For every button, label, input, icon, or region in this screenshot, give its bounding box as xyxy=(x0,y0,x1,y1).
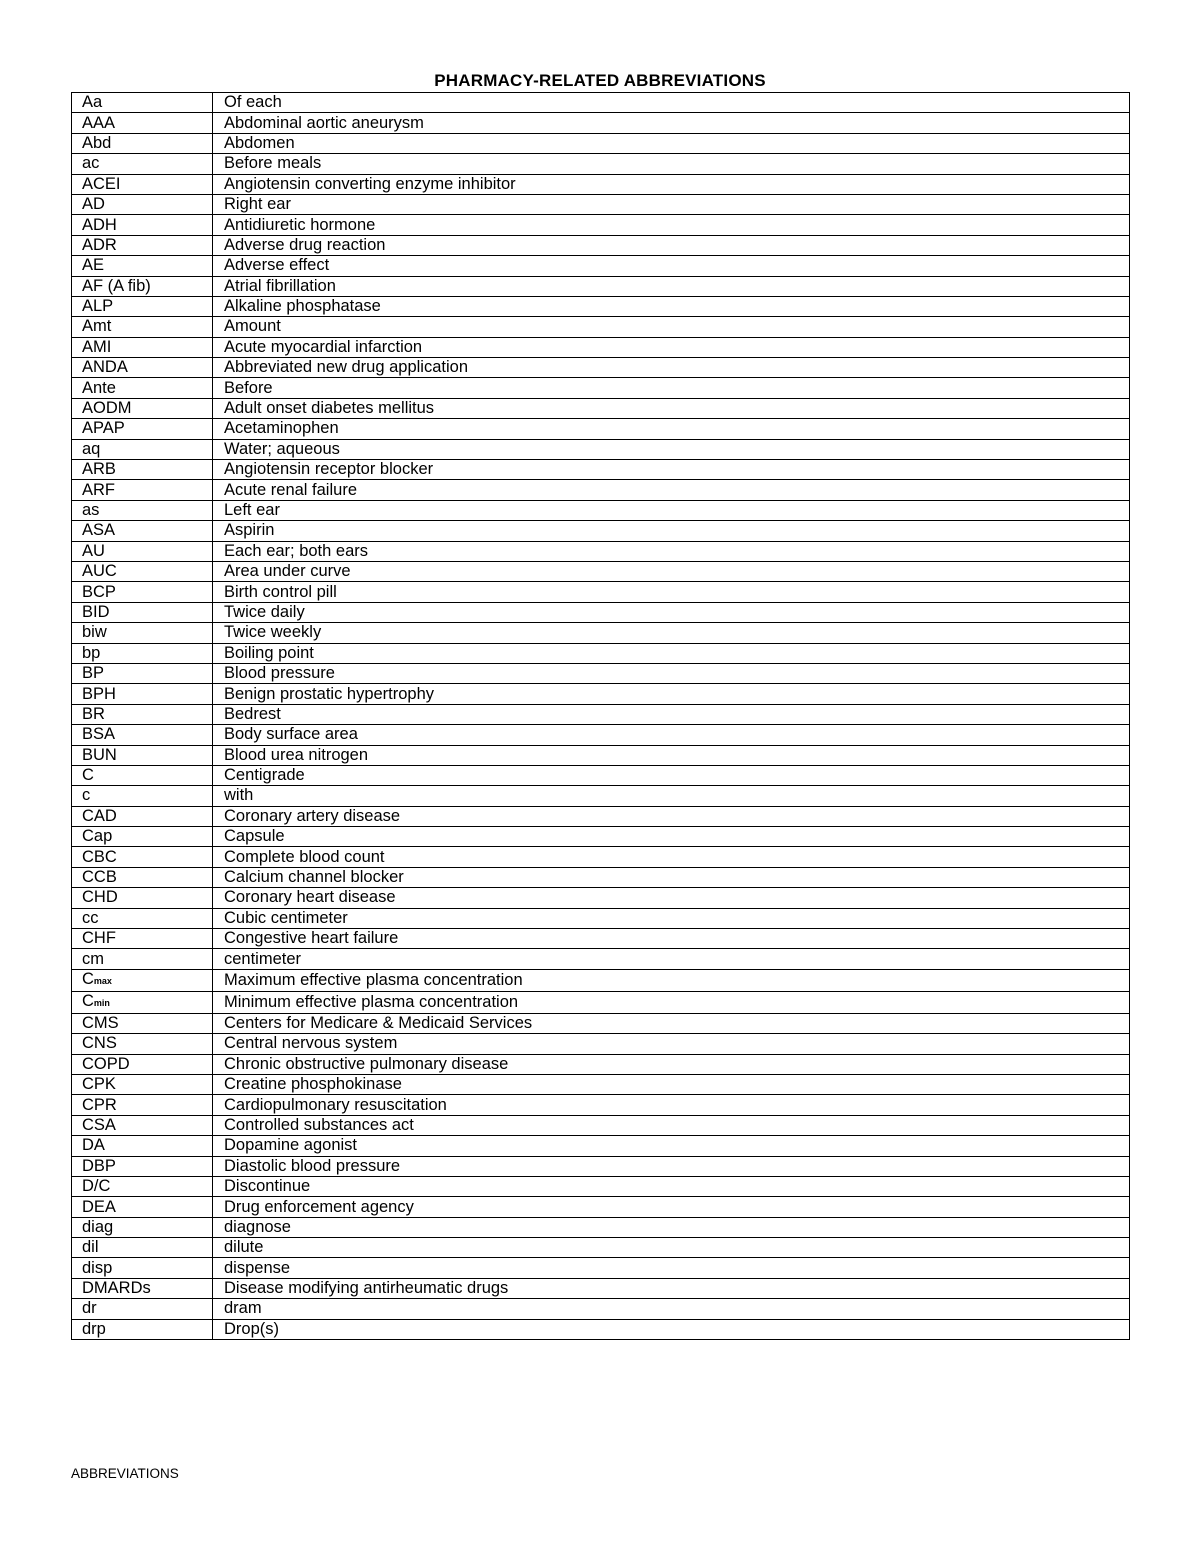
meaning-cell: Dopamine agonist xyxy=(213,1136,1130,1156)
abbreviation-cell xyxy=(72,398,213,418)
abbreviation-cell xyxy=(72,561,213,581)
abbreviation-text: AODM xyxy=(82,399,132,418)
abbreviations-table xyxy=(71,92,1130,1340)
meaning-cell: Before meals xyxy=(213,154,1130,174)
abbreviation-cell xyxy=(72,337,213,357)
abbreviation-cell xyxy=(72,93,213,113)
meaning-cell: Angiotensin converting enzyme inhibitor xyxy=(213,174,1130,194)
abbreviation-text: CBC xyxy=(82,847,117,866)
meaning-cell: dispense xyxy=(213,1258,1130,1278)
abbreviation-cell xyxy=(72,1299,213,1319)
abbreviation-cell xyxy=(72,765,213,785)
abbreviation-text: ADH xyxy=(82,215,117,234)
page-title: PHARMACY-RELATED ABBREVIATIONS xyxy=(434,71,766,90)
abbreviation-cell xyxy=(72,500,213,520)
table-row xyxy=(72,867,1130,887)
meaning-cell: Abbreviated new drug application xyxy=(213,358,1130,378)
abbreviation-text: CHF xyxy=(82,929,116,948)
abbreviation-text: BID xyxy=(82,602,110,621)
abbreviation-text: BUN xyxy=(82,745,117,764)
abbreviation-cell xyxy=(72,1013,213,1033)
abbreviation-cell xyxy=(72,806,213,826)
abbreviation-text: Cap xyxy=(82,827,113,846)
table-row xyxy=(72,358,1130,378)
table-row xyxy=(72,991,1130,1013)
table-row xyxy=(72,949,1130,969)
abbreviation-text: ACEI xyxy=(82,174,121,193)
abbreviation-cell xyxy=(72,663,213,683)
abbreviation-text: C xyxy=(82,969,94,988)
meaning-cell: Centers for Medicare & Medicaid Services xyxy=(213,1013,1130,1033)
meaning-cell: Water; aqueous xyxy=(213,439,1130,459)
abbreviation-cell xyxy=(72,786,213,806)
meaning-cell: with xyxy=(213,786,1130,806)
meaning-cell: Cardiopulmonary resuscitation xyxy=(213,1095,1130,1115)
table-row xyxy=(72,419,1130,439)
table-row xyxy=(72,561,1130,581)
table-row xyxy=(72,806,1130,826)
abbreviation-text: Abd xyxy=(82,133,112,152)
table-row xyxy=(72,1013,1130,1033)
table-row xyxy=(72,704,1130,724)
meaning-cell: Maximum effective plasma concentration xyxy=(213,969,1130,991)
meaning-cell: Right ear xyxy=(213,194,1130,214)
abbreviation-cell xyxy=(72,745,213,765)
meaning-cell: dilute xyxy=(213,1238,1130,1258)
abbreviation-cell xyxy=(72,276,213,296)
abbreviation-cell xyxy=(72,1074,213,1094)
abbreviation-cell xyxy=(72,215,213,235)
abbreviation-cell xyxy=(72,460,213,480)
abbreviation-text: DMARDs xyxy=(82,1279,151,1298)
abbreviation-cell xyxy=(72,1197,213,1217)
table-row xyxy=(72,113,1130,133)
table-row xyxy=(72,1136,1130,1156)
meaning-cell: Blood urea nitrogen xyxy=(213,745,1130,765)
table-row xyxy=(72,1258,1130,1278)
meaning-cell: Before xyxy=(213,378,1130,398)
meaning-cell: Bedrest xyxy=(213,704,1130,724)
abbreviation-text: Amt xyxy=(82,317,112,336)
abbreviation-cell xyxy=(72,643,213,663)
abbreviation-text: DBP xyxy=(82,1156,116,1175)
abbreviation-cell xyxy=(72,1176,213,1196)
meaning-cell: Cubic centimeter xyxy=(213,908,1130,928)
abbreviation-cell xyxy=(72,317,213,337)
table-row xyxy=(72,582,1130,602)
abbreviation-cell xyxy=(72,256,213,276)
table-row xyxy=(72,1278,1130,1298)
meaning-cell: Alkaline phosphatase xyxy=(213,296,1130,316)
table-row xyxy=(72,969,1130,991)
abbreviation-cell xyxy=(72,1217,213,1237)
abbreviation-text: cc xyxy=(82,908,99,927)
meaning-cell: Acute myocardial infarction xyxy=(213,337,1130,357)
table-row xyxy=(72,827,1130,847)
abbreviation-text: Ante xyxy=(82,378,116,397)
meaning-cell: Diastolic blood pressure xyxy=(213,1156,1130,1176)
abbreviation-text: AUC xyxy=(82,562,117,581)
table-row xyxy=(72,1176,1130,1196)
abbreviation-text: CCB xyxy=(82,868,117,887)
abbreviation-text: Aa xyxy=(82,93,103,112)
abbreviation-cell xyxy=(72,1238,213,1258)
abbreviation-cell xyxy=(72,867,213,887)
table-row xyxy=(72,500,1130,520)
meaning-cell: Congestive heart failure xyxy=(213,929,1130,949)
meaning-cell: Capsule xyxy=(213,827,1130,847)
meaning-cell: Aspirin xyxy=(213,521,1130,541)
table-row xyxy=(72,1054,1130,1074)
abbreviation-text: BR xyxy=(82,704,105,723)
meaning-cell: Complete blood count xyxy=(213,847,1130,867)
abbreviation-cell xyxy=(72,704,213,724)
table-row xyxy=(72,908,1130,928)
table-row xyxy=(72,215,1130,235)
abbreviation-text: ac xyxy=(82,154,100,173)
table-row xyxy=(72,1074,1130,1094)
table-row xyxy=(72,745,1130,765)
table-row xyxy=(72,256,1130,276)
meaning-cell: Coronary artery disease xyxy=(213,806,1130,826)
abbreviation-text: ARB xyxy=(82,460,116,479)
abbreviation-text: CSA xyxy=(82,1115,116,1134)
table-row xyxy=(72,1034,1130,1054)
meaning-cell: Each ear; both ears xyxy=(213,541,1130,561)
abbreviation-text: BP xyxy=(82,664,105,683)
meaning-cell: Acetaminophen xyxy=(213,419,1130,439)
abbreviation-text: as xyxy=(82,501,100,519)
table-row xyxy=(72,194,1130,214)
table-row xyxy=(72,1156,1130,1176)
abbreviation-text: BSA xyxy=(82,725,116,744)
abbreviation-text: D/C xyxy=(82,1177,111,1196)
abbreviation-cell xyxy=(72,1034,213,1054)
abbreviation-text: CHD xyxy=(82,888,118,907)
table-row xyxy=(72,93,1130,113)
table-row xyxy=(72,888,1130,908)
abbreviation-cell xyxy=(72,194,213,214)
meaning-cell: Minimum effective plasma concentration xyxy=(213,991,1130,1013)
abbreviation-text: diag xyxy=(82,1217,114,1236)
abbreviation-cell xyxy=(72,358,213,378)
table-row xyxy=(72,1319,1130,1339)
table-row xyxy=(72,1095,1130,1115)
abbreviation-cell xyxy=(72,296,213,316)
table-row xyxy=(72,133,1130,153)
abbreviation-cell xyxy=(72,888,213,908)
abbreviation-text: DA xyxy=(82,1136,105,1155)
table-row xyxy=(72,276,1130,296)
abbreviation-cell xyxy=(72,439,213,459)
abbreviation-cell xyxy=(72,1278,213,1298)
abbreviation-text: APAP xyxy=(82,419,125,438)
table-row xyxy=(72,337,1130,357)
table-row xyxy=(72,460,1130,480)
abbreviation-cell xyxy=(72,1136,213,1156)
meaning-cell: Abdomen xyxy=(213,133,1130,153)
meaning-cell: Central nervous system xyxy=(213,1034,1130,1054)
abbreviation-text: BCP xyxy=(82,582,116,601)
meaning-cell: Twice weekly xyxy=(213,623,1130,643)
table-row xyxy=(72,480,1130,500)
abbreviation-text: BPH xyxy=(82,684,116,703)
abbreviation-cell xyxy=(72,969,213,991)
abbreviation-cell xyxy=(72,1319,213,1339)
meaning-cell: Twice daily xyxy=(213,602,1130,622)
meaning-cell: Centigrade xyxy=(213,765,1130,785)
abbreviation-cell xyxy=(72,1054,213,1074)
table-row xyxy=(72,439,1130,459)
table-row xyxy=(72,541,1130,561)
table-row xyxy=(72,1197,1130,1217)
meaning-cell: Coronary heart disease xyxy=(213,888,1130,908)
abbreviation-cell xyxy=(72,378,213,398)
abbreviation-cell xyxy=(72,847,213,867)
meaning-cell: Discontinue xyxy=(213,1176,1130,1196)
table-row xyxy=(72,296,1130,316)
abbreviation-text: ASA xyxy=(82,521,116,540)
abbreviation-text: ADR xyxy=(82,235,117,254)
abbreviation-text: AMI xyxy=(82,337,112,356)
abbreviation-text: CNS xyxy=(82,1034,117,1053)
table-row xyxy=(72,521,1130,541)
meaning-cell: Body surface area xyxy=(213,725,1130,745)
abbreviation-text: C xyxy=(82,991,94,1010)
meaning-cell: Adverse effect xyxy=(213,256,1130,276)
meaning-cell: Disease modifying antirheumatic drugs xyxy=(213,1278,1130,1298)
abbreviation-cell xyxy=(72,541,213,561)
page-footer: ABBREVIATIONS xyxy=(71,1466,179,1481)
abbreviation-cell xyxy=(72,602,213,622)
abbreviation-text: drp xyxy=(82,1319,106,1338)
abbreviation-text: disp xyxy=(82,1258,113,1277)
table-row xyxy=(72,1238,1130,1258)
abbreviation-cell xyxy=(72,827,213,847)
abbreviation-text: CPK xyxy=(82,1075,116,1094)
abbreviation-text: c xyxy=(82,786,91,805)
meaning-cell: Angiotensin receptor blocker xyxy=(213,460,1130,480)
meaning-cell: Of each xyxy=(213,93,1130,113)
abbreviation-text: AE xyxy=(82,256,105,275)
meaning-cell: Calcium channel blocker xyxy=(213,867,1130,887)
abbreviation-cell xyxy=(72,1258,213,1278)
abbreviation-cell xyxy=(72,949,213,969)
abbreviation-text: DEA xyxy=(82,1197,116,1216)
meaning-cell: Area under curve xyxy=(213,561,1130,581)
meaning-cell: Abdominal aortic aneurysm xyxy=(213,113,1130,133)
abbreviation-cell xyxy=(72,1095,213,1115)
abbreviation-text: AF (A fib) xyxy=(82,276,151,295)
table-row xyxy=(72,317,1130,337)
table-row xyxy=(72,847,1130,867)
abbreviation-text: aq xyxy=(82,439,101,458)
meaning-cell: Adult onset diabetes mellitus xyxy=(213,398,1130,418)
meaning-cell: Chronic obstructive pulmonary disease xyxy=(213,1054,1130,1074)
table-row xyxy=(72,1115,1130,1135)
table-row xyxy=(72,174,1130,194)
meaning-cell: Antidiuretic hormone xyxy=(213,215,1130,235)
meaning-cell: Adverse drug reaction xyxy=(213,235,1130,255)
abbreviation-text: AD xyxy=(82,195,105,214)
abbreviation-text: bp xyxy=(82,643,101,662)
abbreviation-text: cm xyxy=(82,949,104,968)
table-row xyxy=(72,765,1130,785)
meaning-cell: Drug enforcement agency xyxy=(213,1197,1130,1217)
abbreviation-cell xyxy=(72,582,213,602)
table-row xyxy=(72,786,1130,806)
abbreviation-cell xyxy=(72,521,213,541)
table-row xyxy=(72,623,1130,643)
table-row xyxy=(72,684,1130,704)
meaning-cell: diagnose xyxy=(213,1217,1130,1237)
abbreviation-cell xyxy=(72,725,213,745)
abbreviation-cell xyxy=(72,623,213,643)
abbreviation-text: ANDA xyxy=(82,358,128,377)
meaning-cell: Boiling point xyxy=(213,643,1130,663)
abbreviation-cell xyxy=(72,133,213,153)
table-row xyxy=(72,929,1130,949)
abbreviation-text: dr xyxy=(82,1299,97,1318)
meaning-cell: Blood pressure xyxy=(213,663,1130,683)
table-row xyxy=(72,725,1130,745)
abbreviation-cell xyxy=(72,929,213,949)
abbreviation-cell xyxy=(72,174,213,194)
table-row xyxy=(72,378,1130,398)
table-row xyxy=(72,154,1130,174)
meaning-cell: Controlled substances act xyxy=(213,1115,1130,1135)
abbreviation-text: ARF xyxy=(82,480,115,499)
meaning-cell: Left ear xyxy=(213,500,1130,520)
meaning-cell: Benign prostatic hypertrophy xyxy=(213,684,1130,704)
table-row xyxy=(72,663,1130,683)
abbreviation-cell xyxy=(72,684,213,704)
abbreviation-text: CAD xyxy=(82,806,117,825)
table-row xyxy=(72,643,1130,663)
abbreviation-subscript: max xyxy=(93,975,112,986)
abbreviations-table-body xyxy=(72,93,1130,1340)
abbreviation-text: biw xyxy=(82,623,107,642)
abbreviation-cell xyxy=(72,154,213,174)
table-row xyxy=(72,602,1130,622)
table-row xyxy=(72,1299,1130,1319)
meaning-cell: Amount xyxy=(213,317,1130,337)
abbreviation-cell xyxy=(72,235,213,255)
table-row xyxy=(72,235,1130,255)
table-row xyxy=(72,398,1130,418)
meaning-cell: Atrial fibrillation xyxy=(213,276,1130,296)
abbreviation-subscript: min xyxy=(93,997,110,1008)
abbreviation-text: ALP xyxy=(82,297,114,316)
abbreviation-cell xyxy=(72,419,213,439)
abbreviation-text: AU xyxy=(82,541,105,560)
abbreviation-text: COPD xyxy=(82,1054,130,1073)
meaning-cell: dram xyxy=(213,1299,1130,1319)
abbreviation-cell xyxy=(72,991,213,1013)
meaning-cell: Creatine phosphokinase xyxy=(213,1074,1130,1094)
abbreviation-text: AAA xyxy=(82,113,116,132)
meaning-cell: centimeter xyxy=(213,949,1130,969)
abbreviation-text: C xyxy=(82,766,94,785)
meaning-cell: Acute renal failure xyxy=(213,480,1130,500)
abbreviation-cell xyxy=(72,908,213,928)
abbreviation-cell xyxy=(72,480,213,500)
meaning-cell: Birth control pill xyxy=(213,582,1130,602)
abbreviation-cell xyxy=(72,1115,213,1135)
meaning-cell: Drop(s) xyxy=(213,1319,1130,1339)
table-row xyxy=(72,1217,1130,1237)
abbreviation-text: CMS xyxy=(82,1013,119,1032)
abbreviation-cell xyxy=(72,1156,213,1176)
abbreviation-text: dil xyxy=(82,1238,99,1257)
abbreviation-text: CPR xyxy=(82,1095,117,1114)
abbreviation-cell xyxy=(72,113,213,133)
